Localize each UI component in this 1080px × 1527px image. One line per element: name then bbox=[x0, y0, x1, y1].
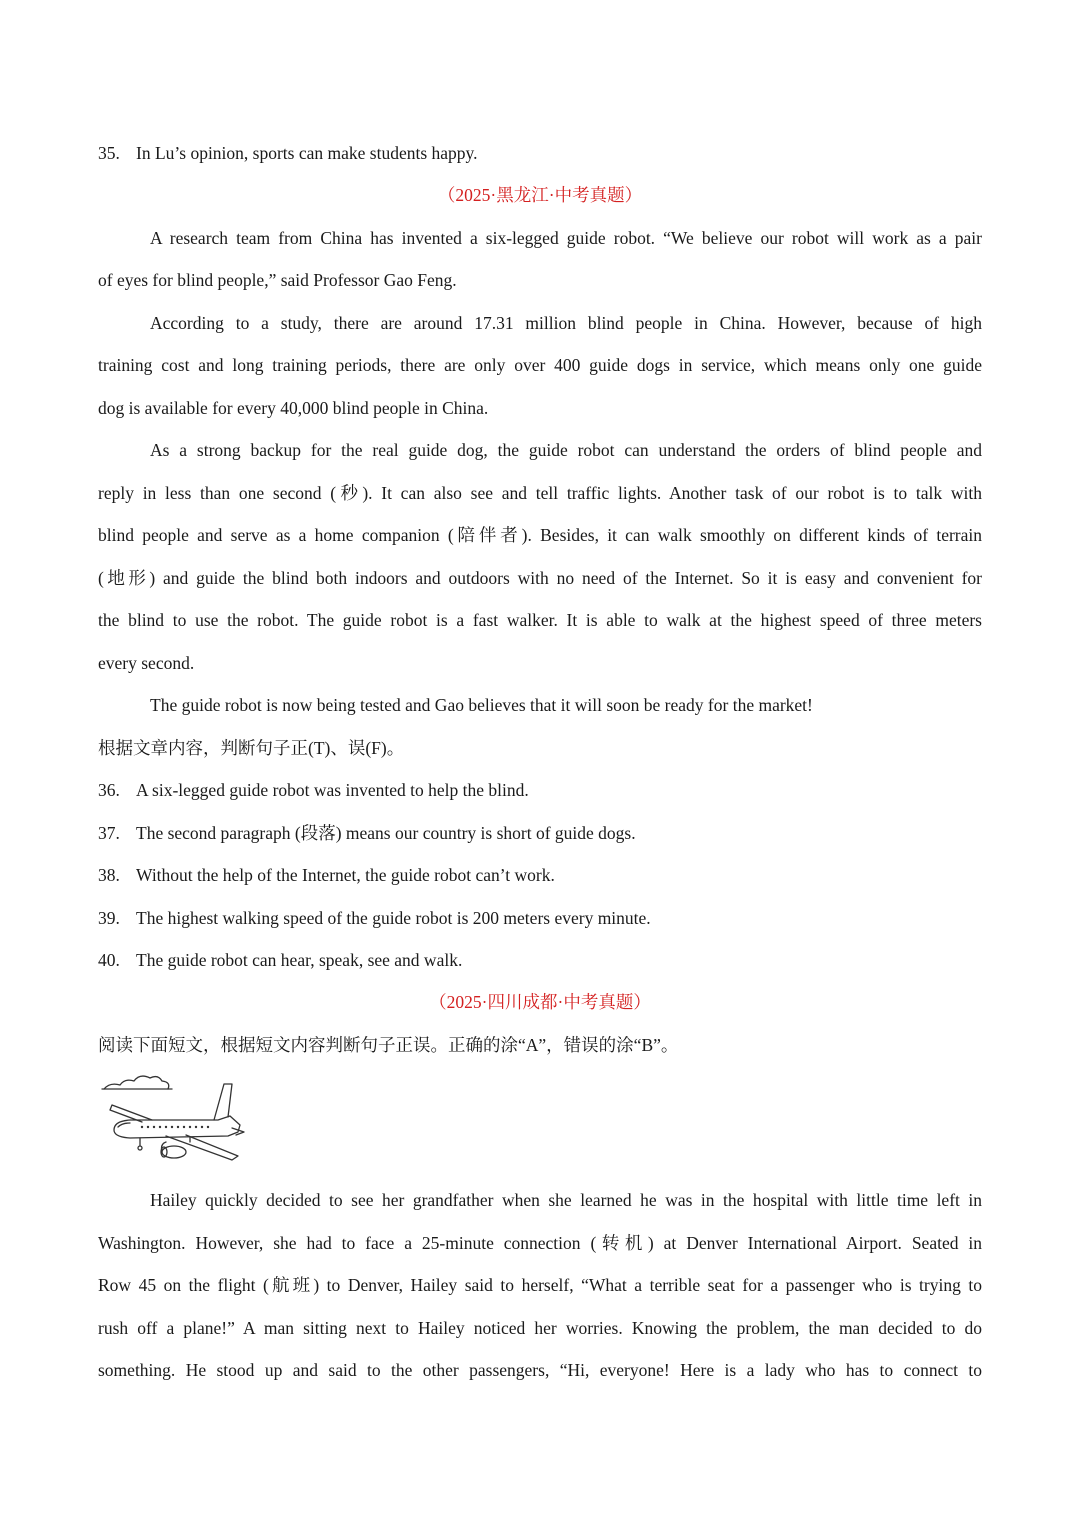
paragraph-line: training cost and long training periods, there are only over 400 guide dogs in service, which means only one guide bbox=[98, 355, 982, 375]
section-2-instruction: 阅读下面短文，根据短文内容判断句子正误。正确的涂“A”，错误的涂“B”。 bbox=[98, 1035, 679, 1055]
paragraph-line: every second. bbox=[98, 653, 195, 673]
paragraph-line: According to a study, there are around 17.31 million blind people in China. However, because of high bbox=[150, 313, 982, 333]
question-38 bbox=[98, 863, 982, 887]
paragraph-line: rush off a plane!” A man sitting next to Hailey noticed her worries. Knowing the problem, the man decided to do bbox=[98, 1318, 982, 1338]
question-number: 39. bbox=[98, 908, 120, 928]
paragraph-line: The guide robot is now being tested and Gao believes that it will soon be ready for the market! bbox=[150, 695, 813, 715]
question-number: 37. bbox=[98, 823, 120, 843]
paragraph-line: As a strong backup for the real guide dog, the guide robot can understand the orders of blind people and bbox=[150, 440, 982, 460]
paragraph-line: dog is available for every 40,000 blind people in China. bbox=[98, 398, 489, 418]
question-text: The second paragraph (段落) means our country is short of guide dogs. bbox=[136, 823, 636, 843]
question-text: Without the help of the Internet, the guide robot can’t work. bbox=[136, 865, 555, 885]
paragraph-line: something. He stood up and said to the other passengers, “Hi, everyone! Here is a lady who has to connect to bbox=[98, 1360, 982, 1380]
question-36 bbox=[98, 778, 982, 802]
section-1-source: （2025·黑龙江·中考真题） bbox=[437, 185, 643, 205]
paragraph-line: A research team from China has invented a six-legged guide robot. “We believe our robot will work as a pair bbox=[150, 228, 982, 248]
airplane-illustration bbox=[100, 1072, 245, 1174]
question-number: 38. bbox=[98, 865, 120, 885]
paragraph-line: Hailey quickly decided to see her grandfather when she learned he was in the hospital with little time left in bbox=[150, 1190, 982, 1210]
section-1-instruction: 根据文章内容，判断句子正(T)、误(F)。 bbox=[98, 738, 405, 758]
question-number: 36. bbox=[98, 780, 120, 800]
question-40 bbox=[98, 948, 982, 972]
paragraph-line: the blind to use the robot. The guide robot is a fast walker. It is able to walk at the highest speed of three meters bbox=[98, 610, 982, 630]
paragraph-line: (地形) and guide the blind both indoors and outdoors with no need of the Internet. So it is easy and convenient for bbox=[98, 568, 982, 588]
question-number: 40. bbox=[98, 950, 120, 970]
question-text: The guide robot can hear, speak, see and walk. bbox=[136, 950, 463, 970]
question-37 bbox=[98, 821, 982, 845]
paragraph-line: Washington. However, she had to face a 25-minute connection (转机) at Denver International Airport. Seated in bbox=[98, 1233, 982, 1253]
question-text: The highest walking speed of the guide robot is 200 meters every minute. bbox=[136, 908, 651, 928]
paragraph-line: reply in less than one second (秒). It can also see and tell traffic lights. Another task of our robot is to talk with bbox=[98, 483, 982, 503]
question-35 bbox=[98, 141, 982, 165]
question-39 bbox=[98, 906, 982, 930]
question-text: In Lu’s opinion, sports can make students happy. bbox=[136, 143, 478, 163]
question-number: 35. bbox=[98, 143, 120, 163]
question-text: A six-legged guide robot was invented to help the blind. bbox=[136, 780, 529, 800]
section-2-source: （2025·四川成都·中考真题） bbox=[429, 992, 651, 1012]
paragraph-line: Row 45 on the flight (航班) to Denver, Hailey said to herself, “What a terrible seat for a passenger who is trying to bbox=[98, 1275, 982, 1295]
paragraph-line: of eyes for blind people,” said Professor Gao Feng. bbox=[98, 270, 457, 290]
paragraph-line: blind people and serve as a home companion (陪伴者). Besides, it can walk smoothly on different kinds of terrain bbox=[98, 525, 982, 545]
